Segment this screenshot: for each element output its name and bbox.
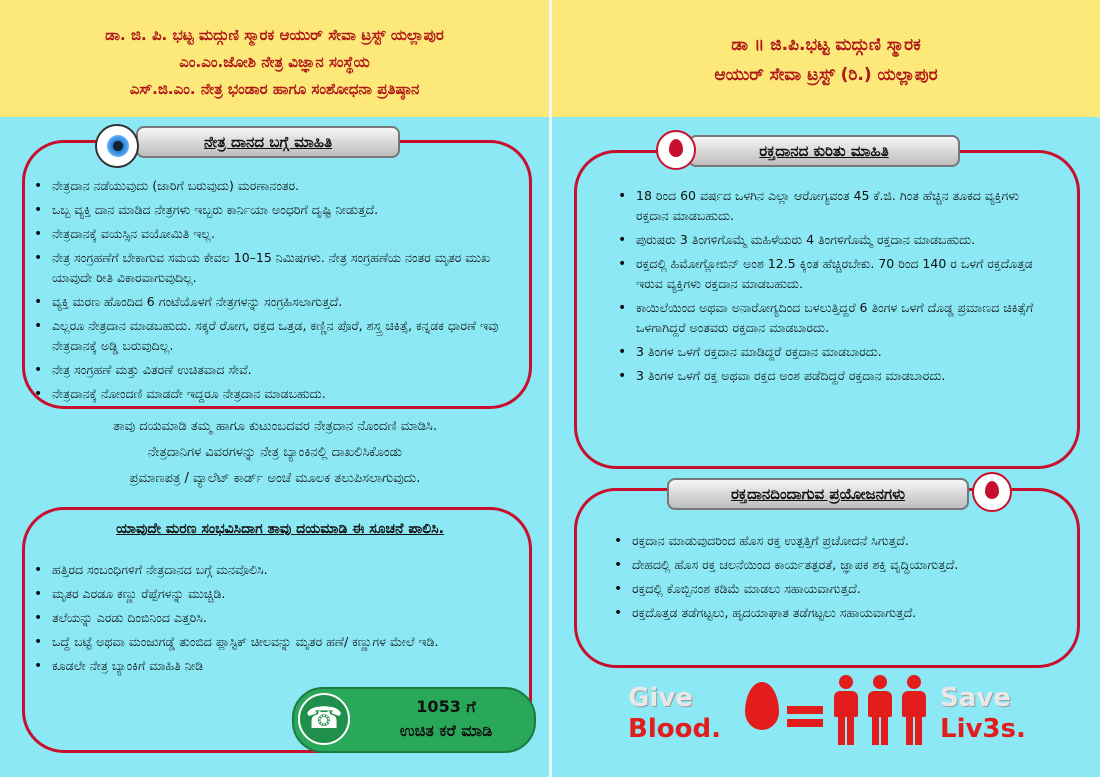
list-item: • ಒಬ್ಬ ವ್ಯಕ್ತಿ ದಾನ ಮಾಡಿದ ನೇತ್ರಗಳು ಇಬ್ಬರು ಕಾರ್ನಿಯಾ ಅಂಧರಿಗೆ ದೃಷ್ಟಿ ನೀಡುತ್ತದೆ. xyxy=(30,200,510,220)
list-item: • 18 ರಿಂದ 60 ವರ್ಷದ ಒಳಗಿನ ಎಲ್ಲಾ ಆರೋಗ್ಯವಂತ 45 ಕೆ.ಜಿ. ಗಿಂತ ಹೆಚ್ಚಿನ ತೂಕದ ವ್ಯಕ್ತಿಗಳು ರಕ್ತದಾನ ಮಾಡಬಹುದು. xyxy=(614,186,1054,226)
list-item: • ರಕ್ತದೊತ್ತಡ ತಡೆಗಟ್ಟಲು, ಹೃದಯಾಘಾತ ತಡೆಗಟ್ಟಲು ಸಹಾಯವಾಗುತ್ತದೆ. xyxy=(610,603,1060,623)
phone-icon: ☎ xyxy=(298,693,350,745)
registration-appeal xyxy=(25,414,525,492)
list-item: • ವ್ಯಕ್ತಿ ಮರಣ ಹೊಂದಿದ 6 ಗಂಟೆಯೊಳಗೆ ನೇತ್ರಗಳನ್ನು ಸಂಗ್ರಹಿಸಲಾಗುತ್ತದೆ. xyxy=(30,292,510,312)
list-item: • 3 ತಿಂಗಳ ಒಳಗೆ ರಕ್ತದಾನ ಮಾಡಿದ್ದರೆ ರಕ್ತದಾನ ಮಾಡಬಾರದು. xyxy=(614,342,1054,362)
right-header-line-2: ಆಯುರ್ ಸೇವಾ ಟ್ರಸ್ಟ್ (ರಿ.) ಯಲ್ಲಾಪುರ xyxy=(714,65,938,85)
list-item: • ಮೃತರ ಎರಡೂ ಕಣ್ಣು ರೆಪ್ಪೆಗಳನ್ನು ಮುಚ್ಚಿಡಿ. xyxy=(30,584,500,604)
blood-donation-title xyxy=(688,135,960,167)
eye-icon xyxy=(95,124,139,168)
benefits-title xyxy=(667,478,969,510)
eye-iris-icon xyxy=(107,135,129,157)
list-item: • ಒದ್ದೆ ಬಟ್ಟೆ ಅಥವಾ ಮಂಜುಗಡ್ಡೆ ತುಂಬಿದ ಪ್ಲಾಸ್ಟಿಕ್ ಚೀಲವನ್ನು ಮೃತರ ಹಣೆ/ ಕಣ್ಣುಗಳ ಮೇಲೆ ಇಡಿ. xyxy=(30,632,500,652)
blood-drop-hand-icon xyxy=(656,130,696,170)
appeal-line-2: ನೇತ್ರದಾನಿಗಳ ವಿವರಗಳನ್ನು ನೇತ್ರ ಬ್ಯಾಂಕಿನಲ್ಲಿ ದಾಖಲಿಸಿಕೊಂಡು xyxy=(147,445,403,460)
eye-donation-list xyxy=(30,176,510,408)
list-item: • ಪುರುಷರು 3 ತಿಂಗಳಿಗೊಮ್ಮೆ ಮಹಿಳೆಯರು 4 ತಿಂಗಳಿಗೊಮ್ಮೆ ರಕ್ತದಾನ ಮಾಡಬಹುದು. xyxy=(614,230,1054,250)
eye-donation-title xyxy=(136,126,400,158)
list-item: • ನೇತ್ರದಾನಕ್ಕೆ ನೋಂದಣಿ ಮಾಡದೇ ಇದ್ದರೂ ನೇತ್ರದಾನ ಮಾಡಬಹುದು. xyxy=(30,384,510,404)
equals-sign xyxy=(787,706,823,714)
blood-drop-icon xyxy=(669,139,683,157)
death-instructions-list xyxy=(30,560,500,680)
helpline-call: ಉಚಿತ ಕರೆ ಮಾಡಿ xyxy=(399,721,493,740)
list-item: • ತಲೆಯನ್ನು ಎರಡು ದಿಂಬಿನಿಂದ ಎತ್ತರಿಸಿ. xyxy=(30,608,500,628)
helpline-text xyxy=(366,695,526,743)
list-item: • ನೇತ್ರ ಸಂಗ್ರಹಣೆ ಮತ್ತು ವಿತರಣೆ ಉಚಿತವಾದ ಸೇವೆ. xyxy=(30,360,510,380)
list-item: • ನೇತ್ರ ಸಂಗ್ರಹಣೆಗೆ ಬೇಕಾಗುವ ಸಮಯ ಕೇವಲ 10–15 ನಿಮಿಷಗಳು. ನೇತ್ರ ಸಂಗ್ರಹಣೆಯ ನಂತರ ಮೃತರ ಮುಖ ಯಾವುದೇ ರೀತಿ ವಿಕಾರವಾಗುವುದಿಲ್ಲ. xyxy=(30,248,510,288)
list-item: • ಎಲ್ಲರೂ ನೇತ್ರದಾನ ಮಾಡಬಹುದು. ಸಕ್ಕರೆ ರೋಗ, ರಕ್ತದ ಒತ್ತಡ, ಕಣ್ಣಿನ ಪೊರೆ, ಶಸ್ತ್ರ ಚಿಕಿತ್ಸೆ, ಕನ್ನಡಕ ಧಾರಣೆ ಇವು ನೇತ್ರದಾನಕ್ಕೆ ಅಡ್ಡಿ ಬರುವುದಿಲ್ಲ. xyxy=(30,316,510,356)
center-divider xyxy=(549,0,552,777)
blood-drop-hand-icon xyxy=(972,472,1012,512)
list-item: • ರಕ್ತದಾನ ಮಾಡುವುದರಿಂದ ಹೊಸ ರಕ್ತ ಉತ್ಪತ್ತಿಗೆ ಪ್ರಚೋದನೆ ಸಿಗುತ್ತದೆ. xyxy=(610,531,1060,551)
list-item: • ಕಾಯಿಲೆಯಿಂದ ಅಥವಾ ಅನಾರೋಗ್ಯದಿಂದ ಬಳಲುತ್ತಿದ್ದರೆ 6 ತಿಂಗಳ ಒಳಗೆ ದೊಡ್ಡ ಪ್ರಮಾಣದ ಚಿಕಿತ್ಸೆಗೆ ಒಳಗಾಗಿದ್ದರೆ ಅಂತವರು ರಕ್ತದಾನ ಮಾಡಬಾರದು. xyxy=(614,298,1054,338)
helpline-badge xyxy=(292,687,536,753)
right-header-line-1: ಡಾ ॥ ಜಿ.ಪಿ.ಭಟ್ಟ ಮದ್ಗುಣಿ ಸ್ಮಾರಕ xyxy=(731,35,921,55)
left-header-text xyxy=(0,22,549,103)
list-item: • ರಕ್ತದಲ್ಲಿ ಕೊಬ್ಬಿನಂಶ ಕಡಿಮೆ ಮಾಡಲು ಸಹಾಯವಾಗುತ್ತದೆ. xyxy=(610,579,1060,599)
person-icon xyxy=(832,675,860,745)
right-header-text xyxy=(552,30,1100,90)
left-header-line-3: ಎಸ್.ಜಿ.ಎಂ. ನೇತ್ರ ಭಂಡಾರ ಹಾಗೂ ಸಂಶೋಧನಾ ಪ್ರತಿಷ್ಠಾನ xyxy=(129,80,420,98)
list-item: • ಹತ್ತಿರದ ಸಂಬಂಧಿಗಳಿಗೆ ನೇತ್ರದಾನದ ಬಗ್ಗೆ ಮನವೊಲಿಸಿ. xyxy=(30,560,500,580)
blood-donation-title-text: ರಕ್ತದಾನದ ಕುರಿತು ಮಾಹಿತಿ xyxy=(759,142,889,160)
benefits-title-text: ರಕ್ತದಾನದಿಂದಾಗುವ ಪ್ರಯೋಜನಗಳು xyxy=(730,485,905,503)
appeal-line-1: ತಾವು ದಯಮಾಡಿ ತಮ್ಮ ಹಾಗೂ ಕುಟುಂಬದವರ ನೇತ್ರದಾನ ನೊಂದಣಿ ಮಾಡಿಸಿ. xyxy=(113,419,437,434)
helpline-number: 1053 ಗೆ xyxy=(416,697,476,716)
death-instructions-title: ಯಾವುದೇ ಮರಣ ಸಂಭವಿಸಿದಾಗ ತಾವು ದಯಮಾಡಿ ಈ ಸೂಚನೆ ಪಾಲಿಸಿ. xyxy=(116,521,444,537)
equals-sign-lower xyxy=(787,719,823,727)
appeal-line-3: ಪ್ರಮಾಣಪತ್ರ / ವ್ಯಾಲೆಟ್ ಕಾರ್ಡ್ ಅಂಚೆ ಮೂಲಕ ತಲುಪಿಸಲಾಗುವುದು. xyxy=(129,471,421,486)
list-item: • 3 ತಿಂಗಳ ಒಳಗೆ ರಕ್ತ ಅಥವಾ ರಕ್ತದ ಅಂಶ ಪಡೆದಿದ್ದರೆ ರಕ್ತದಾನ ಮಾಡಬಾರದು. xyxy=(614,366,1054,386)
big-blood-drop-icon xyxy=(745,682,779,730)
blood-donation-list xyxy=(614,186,1054,390)
slogan-lives: Liv3s. xyxy=(940,714,1026,744)
benefits-list xyxy=(610,531,1060,627)
list-item: • ಕೂಡಲೇ ನೇತ್ರ ಬ್ಯಾಂಕಿಗೆ ಮಾಹಿತಿ ನೀಡಿ xyxy=(30,656,500,676)
eye-donation-title-text: ನೇತ್ರ ದಾನದ ಬಗ್ಗೆ ಮಾಹಿತಿ xyxy=(203,133,333,151)
left-header-line-1: ಡಾ. ಜಿ. ಪಿ. ಭಟ್ಟ ಮದ್ಗುಣಿ ಸ್ಮಾರಕ ಆಯುರ್ ಸೇವಾ ಟ್ರಸ್ಟ್ ಯಲ್ಲಾಪುರ xyxy=(105,26,444,44)
list-item: • ನೇತ್ರದಾನಕ್ಕೆ ವಯಸ್ಸಿನ ವಯೋಮಿತಿ ಇಲ್ಲ. xyxy=(30,224,510,244)
list-item: • ದೇಹದಲ್ಲಿ ಹೊಸ ರಕ್ತ ಚಲನೆಯಿಂದ ಕಾರ್ಯತತ್ಪರತೆ, ಜ್ಞಾಪಕ ಶಕ್ತಿ ವೃದ್ಧಿಯಾಗುತ್ತದೆ. xyxy=(610,555,1060,575)
person-icon xyxy=(866,675,894,745)
left-header-line-2: ಎಂ.ಎಂ.ಜೋಶಿ ನೇತ್ರ ವಿಜ್ಞಾನ ಸಂಸ್ಥೆಯ xyxy=(179,53,370,71)
list-item: • ರಕ್ತದಲ್ಲಿ ಹಿಮೋಗ್ಲೋಬಿನ್ ಅಂಶ 12.5 ಕ್ಕಿಂತ ಹೆಚ್ಚಿರಬೇಕು. 70 ರಿಂದ 140 ರ ಒಳಗೆ ರಕ್ತದೊತ್ತಡ ಇರುವ ವ್ಯಕ್ತಿಗಳು ರಕ್ತದಾನ ಮಾಡಬಹುದು. xyxy=(614,254,1054,294)
slogan-blood: Blood. xyxy=(628,714,721,744)
slogan-give: Give xyxy=(628,683,693,713)
person-icon xyxy=(900,675,928,745)
list-item: • ನೇತ್ರದಾನ ನಡೆಯುವುದು (ಜಾರಿಗೆ ಬರುವುದು) ಮರಣಾನಂತರ. xyxy=(30,176,510,196)
slogan-save: Save xyxy=(940,683,1011,713)
blood-drop-icon xyxy=(985,481,999,499)
